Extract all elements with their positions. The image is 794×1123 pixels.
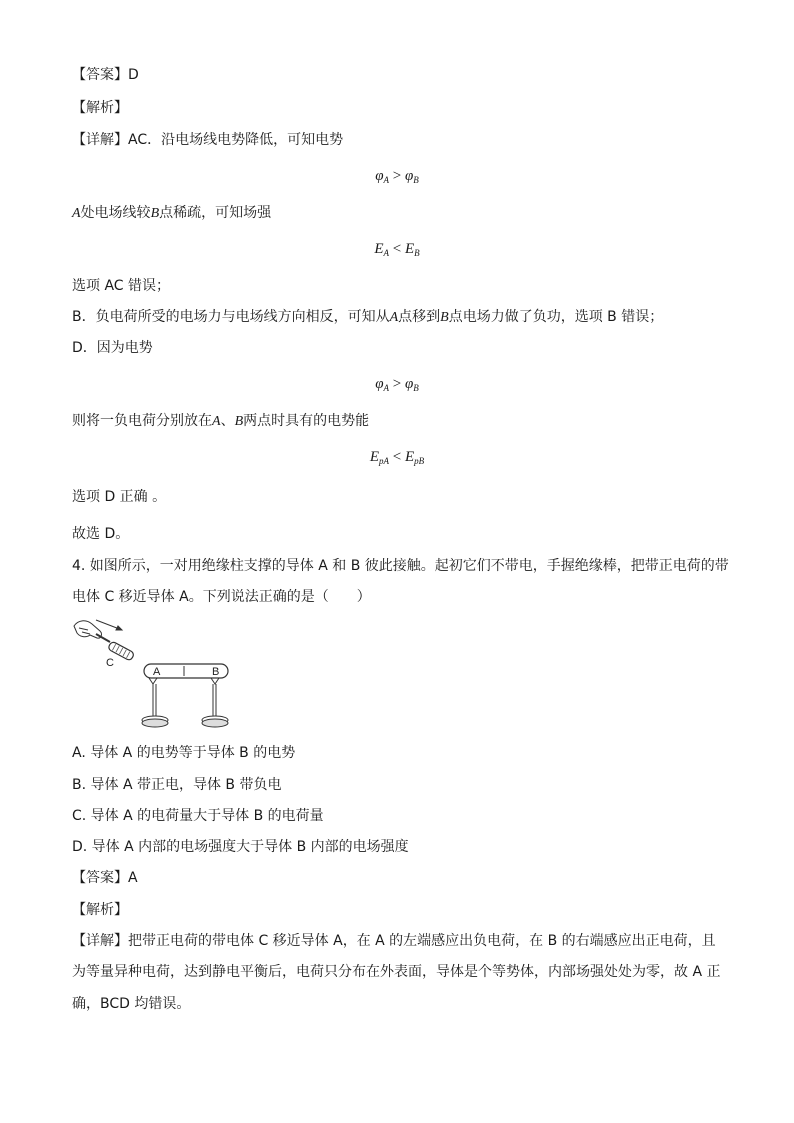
option-d: D. 导体 A 内部的电场强度大于导体 B 内部的电场强度	[72, 839, 409, 855]
detail-intro: AC．沿电场线电势降低，可知电势	[128, 132, 344, 148]
label-a: A	[153, 666, 161, 678]
answer-tag: 【答案】	[72, 67, 128, 83]
field-sparse-line: A处电场线较B点稀疏，可知场强	[72, 205, 272, 221]
ac-wrong-line: 选项 AC 错误；	[72, 278, 171, 294]
d-correct-line: 选项 D 正确 。	[72, 489, 167, 505]
answer-value: D	[128, 67, 139, 83]
motion-arrow-icon	[96, 620, 122, 630]
option-b: B. 导体 A 带正电，导体 B 带负电	[72, 777, 282, 793]
equation-potential-2: $\varphi_A > \varphi_B$	[375, 376, 419, 393]
q4-answer-tag: 【答案】	[72, 870, 128, 886]
option-a: A. 导体 A 的电势等于导体 B 的电势	[72, 745, 296, 761]
option-b-explanation: B．负电荷所受的电场力与电场线方向相反，可知从A点移到B点电场力做了负功，选项 B 错误；	[72, 309, 664, 325]
equation-potential-energy: $E_{pA} < E_{pB}$	[369, 449, 425, 466]
q4-detail-tag: 【详解】	[72, 933, 128, 949]
analysis-tag: 【解析】	[72, 100, 128, 116]
choose-line: 故选 D。	[72, 526, 130, 542]
q4-detail-line-2: 为等量异种电荷，达到静电平衡后，电荷只分布在外表面，导体是个等势体，内部场强处处为零，故 A 正	[72, 964, 721, 980]
insulating-stand-left	[142, 678, 168, 727]
question-4-stem-line-1: 4. 如图所示，一对用绝缘柱支撑的导体 A 和 B 彼此接触。起初它们不带电，手握绝缘棒，把带正电荷的带	[72, 558, 729, 574]
q4-detail-line-3: 确，BCD 均错误。	[72, 996, 191, 1012]
equation-field-strength: $E_A < E_B$	[374, 241, 420, 258]
question-4-stem-line-2: 电体 C 移近导体 A。下列说法正确的是（ ）	[72, 589, 371, 605]
q4-answer-line	[72, 868, 138, 888]
potential-energy-line: 则将一负电荷分别放在A、B两点时具有的电势能	[72, 413, 370, 429]
q4-answer-value: A	[128, 870, 138, 886]
answer-line	[72, 65, 139, 85]
q4-analysis-tag: 【解析】	[72, 902, 128, 918]
label-c: C	[106, 657, 114, 669]
equation-potential-1: $\varphi_A > \varphi_B$	[375, 168, 419, 185]
option-c: C. 导体 A 的电荷量大于导体 B 的电荷量	[72, 808, 324, 824]
charged-rod-c	[96, 634, 135, 661]
q4-detail-line-1: 【详解】把带正电荷的带电体 C 移近导体 A，在 A 的左端感应出负电荷，在 B 的右端感应出正电荷，且	[72, 933, 716, 949]
question-4-figure	[70, 614, 240, 738]
detail-tag: 【详解】	[72, 132, 128, 148]
detail-intro-line	[72, 130, 343, 150]
insulating-stand-right	[202, 678, 228, 727]
option-d-line: D．因为电势	[72, 340, 153, 356]
conductor-diagram	[70, 614, 240, 738]
label-b: B	[212, 666, 220, 678]
